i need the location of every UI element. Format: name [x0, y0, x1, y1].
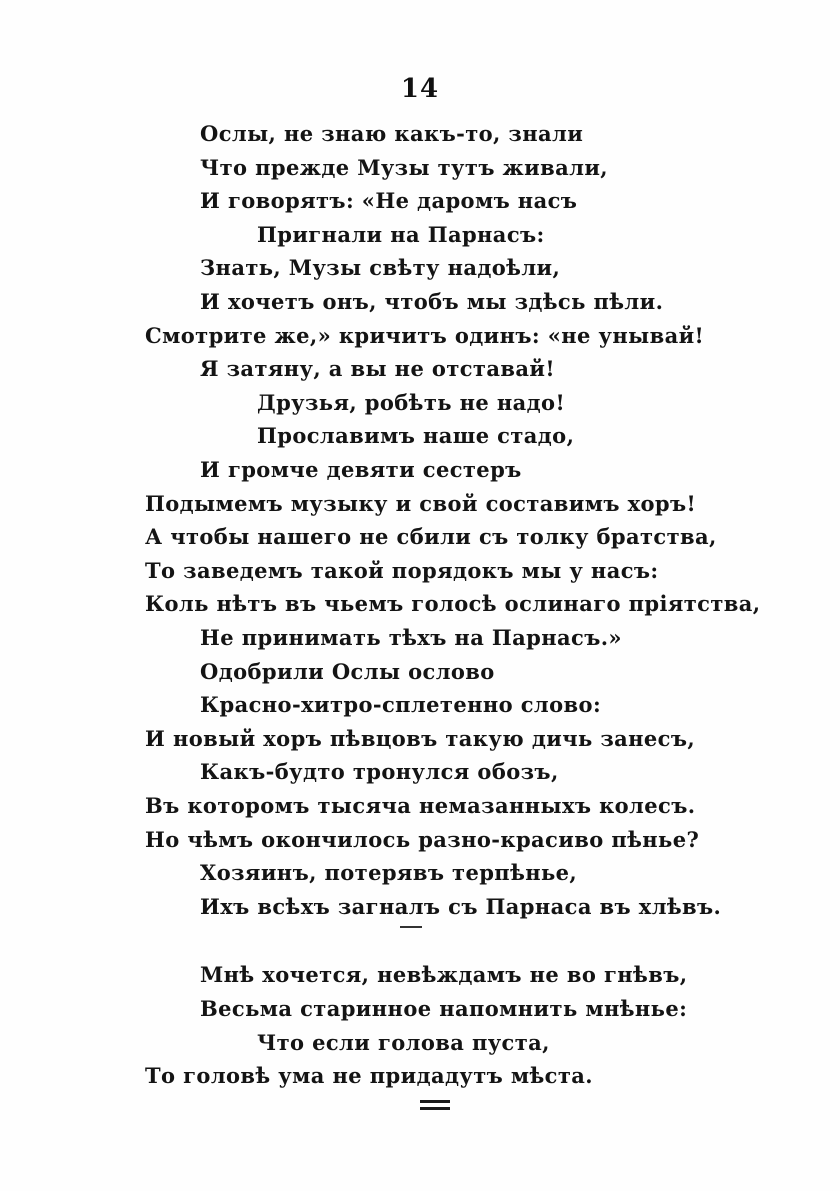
poem-line: Ихъ всѣхъ загналъ съ Парнаса въ хлѣвъ. [200, 893, 722, 919]
poem-line: Знать, Музы свѣту надоѣли, [200, 255, 561, 281]
poem-line: И новый хоръ пѣвцовъ такую дичь занесъ, [145, 725, 696, 751]
poem-line: Красно-хитро-сплетенно слово: [200, 692, 602, 718]
poem-line: Въ которомъ тысяча немазанныхъ колесъ. [145, 793, 696, 818]
poem-line: Подымемъ музыку и свой составимъ хоръ! [145, 490, 697, 516]
poem-line: И громче девяти сестеръ [200, 457, 522, 482]
poem-line: Смотрите же,» кричитъ одинъ: «не унывай! [145, 322, 705, 348]
poem-line: И говорятъ: «Не даромъ насъ [200, 188, 578, 214]
poem-line: И хочетъ онъ, чтобъ мы здѣсь пѣли. [200, 289, 664, 314]
poem-line: Что если голова пуста, [257, 1029, 550, 1055]
poem-line: Прославимъ наше стадо, [257, 423, 575, 449]
page-number: 14 [400, 74, 440, 104]
poem-line: Друзья, робѣть не надо! [257, 389, 566, 415]
end-ornament-bar-top [420, 1100, 450, 1103]
poem-line: Хозяинъ, потерявъ терпѣнье, [200, 860, 578, 886]
poem-line: Что прежде Музы тутъ живали, [200, 154, 609, 180]
poem-line: То заведемъ такой порядокъ мы у насъ: [145, 557, 659, 583]
end-ornament-bar-bottom [420, 1107, 450, 1110]
poem-line: Я затяну, а вы не отставай! [200, 356, 555, 382]
poem-line: Одобрили Ослы ослово [200, 658, 495, 684]
poem-line: Какъ-будто тронулся обозъ, [200, 759, 559, 785]
poem-line: Мнѣ хочется, невѣждамъ не во гнѣвъ, [200, 962, 688, 988]
poem-line: То головѣ ума не придадутъ мѣста. [145, 1063, 593, 1089]
poem-line: Пригнали на Парнасъ: [257, 221, 545, 247]
poem-line: А чтобы нашего не сбили съ толку братства, [145, 524, 717, 550]
poem-line: Коль нѣтъ въ чьемъ голосѣ ослинаго прiятства, [145, 591, 761, 617]
stanza-divider [400, 926, 422, 928]
poem-line: Не принимать тѣхъ на Парнасъ.» [200, 625, 622, 650]
poem-line: Но чѣмъ окончилось разно-красиво пѣнье? [145, 826, 700, 852]
poem-line: Весьма старинное напомнить мнѣнье: [200, 996, 688, 1021]
end-ornament [420, 1098, 450, 1112]
poem-line: Ослы, не знаю какъ-то, знали [200, 121, 584, 146]
